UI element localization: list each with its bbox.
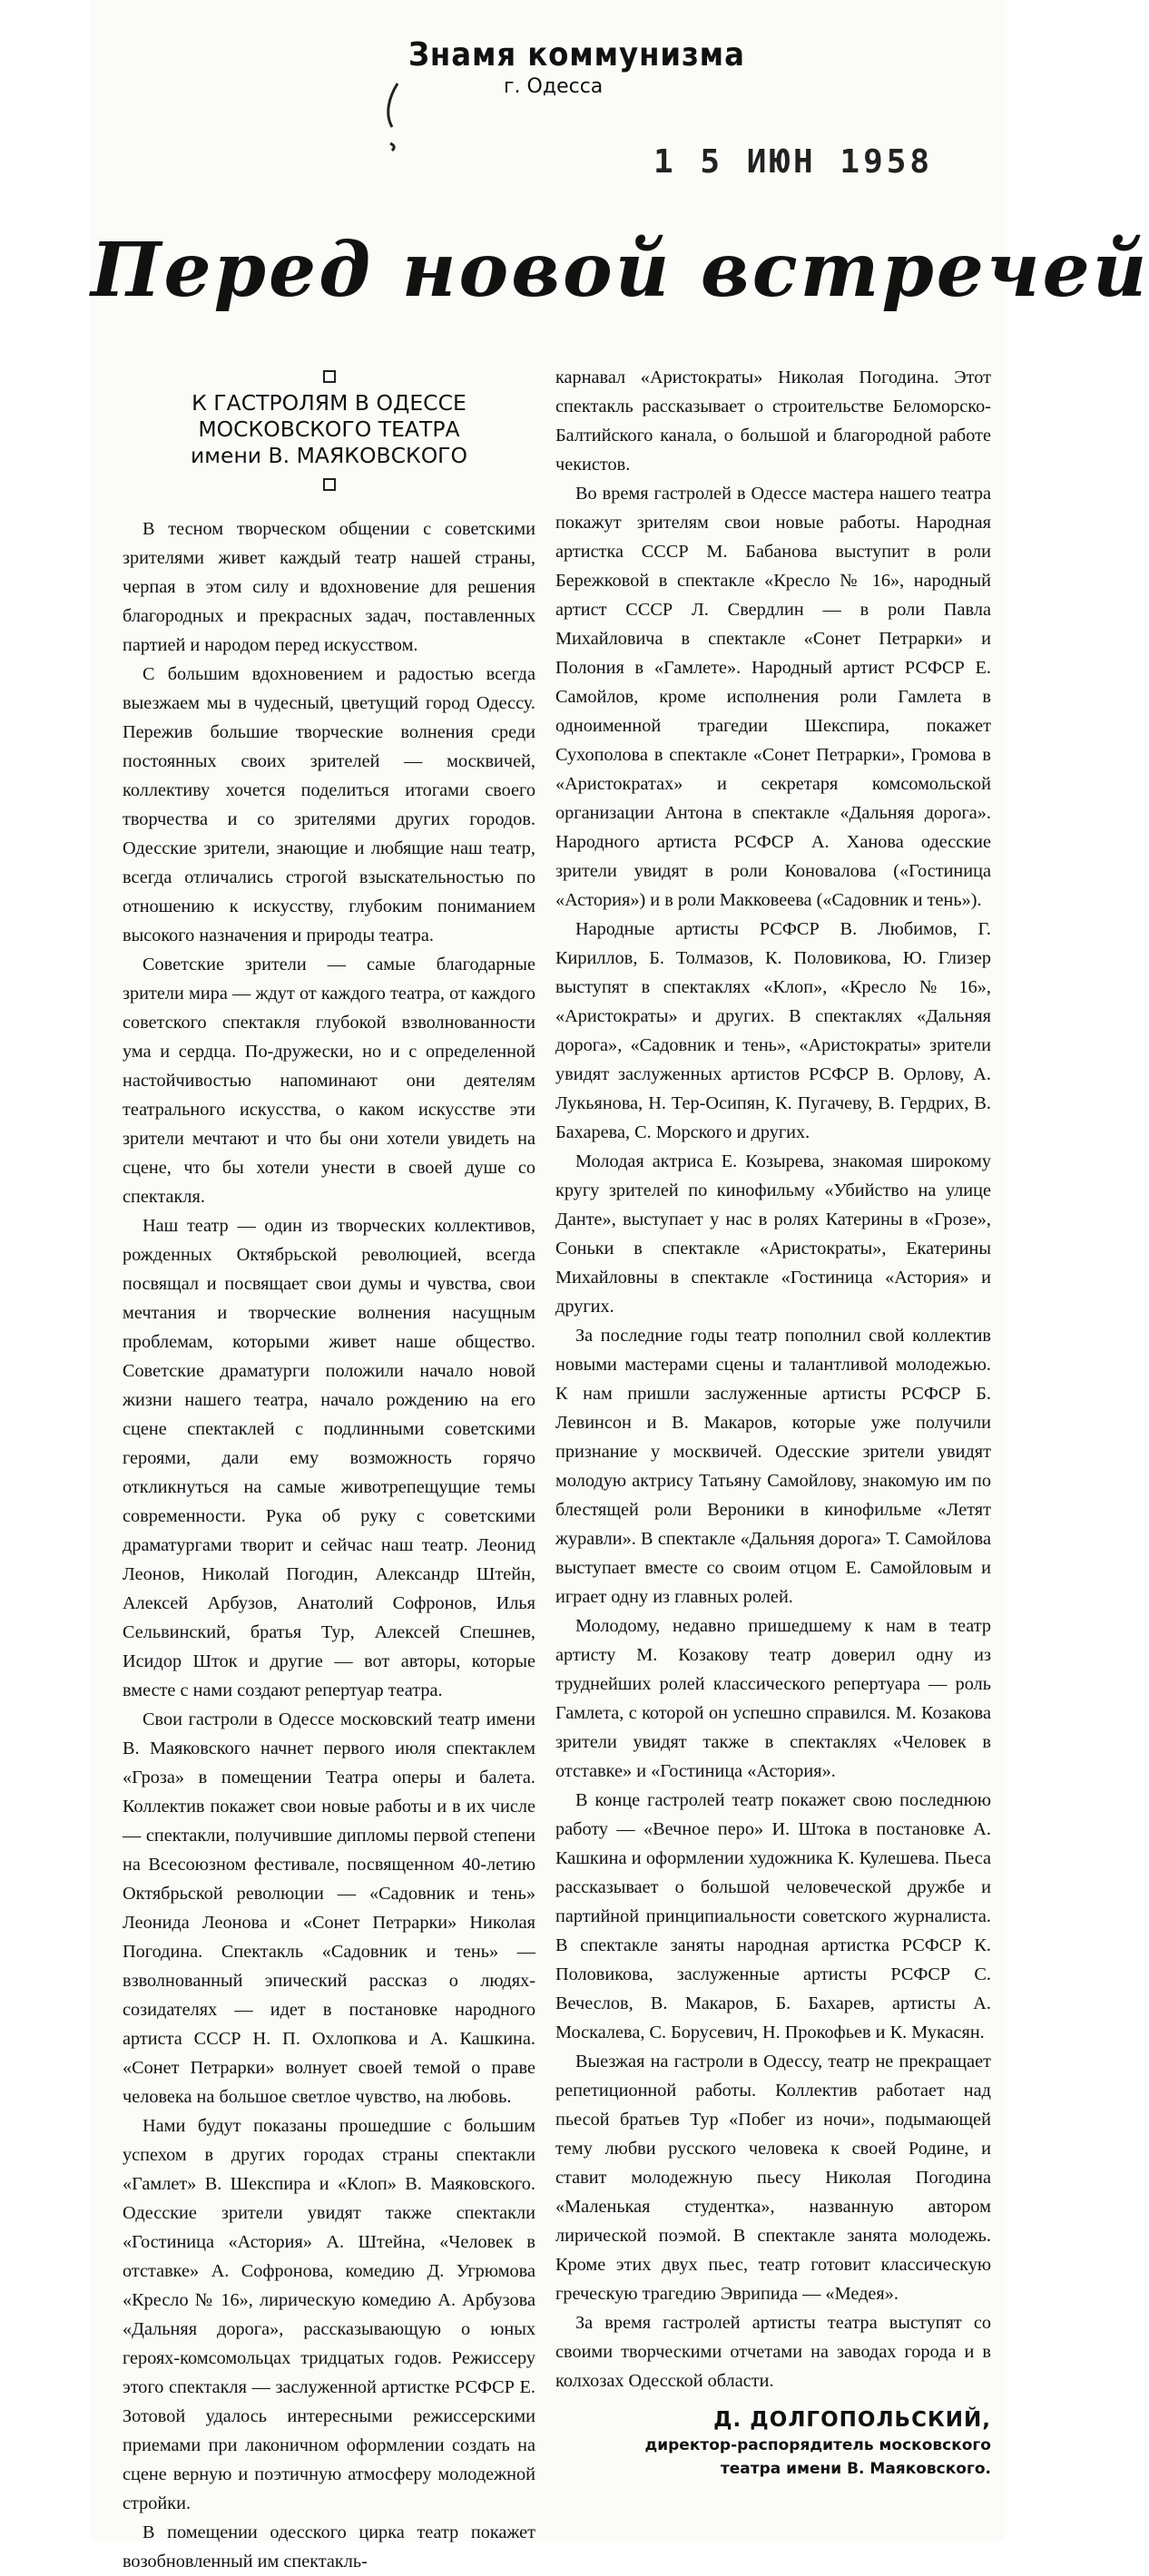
author-role	[555, 2434, 991, 2481]
article-subheading	[123, 390, 535, 469]
article-headline: Перед новой встречей	[91, 227, 1149, 314]
pen-mark-icon	[381, 80, 408, 152]
subheading-line: имени В. МАЯКОВСКОГО	[190, 443, 468, 468]
article-right-column	[555, 363, 991, 2481]
newspaper-name: Знамя коммунизма	[408, 36, 745, 73]
paragraph: За последние годы театр пополнил свой коллектив новыми мастерами сцены и талантливой молодежью. К нам пришли заслуженные артисты РСФСР Б. Левинсон и В. Макаров, которые уже получили признание у москвичей. Одесские зрители увидят молодую актрису Татьяну Самойлову, знакомую им по блестящей роли Вероники в кинофильме «Летят журавли». В спектакле «Дальняя дорога» Т. Самойлова выступает вместе со своим отцом Е. Самойловым и играет одну из главных ролей.	[555, 1326, 991, 1607]
author-role-line: директор-распорядитель московского	[644, 2436, 991, 2454]
paragraph: Выезжая на гастроли в Одессу, театр не прекращает репетиционной работы. Коллектив работает над пьесой братьев Тур «Побег из ночи», подымающей тему любви русского человека к своей Родине, и ставит молодежную пьесу Николая Погодина «Маленькая студентка», названную автором лирической поэмой. В спектакле занята молодежь. Кроме этих двух пьес, театр готовит классическую греческую трагедию Эврипида — «Медея».	[555, 2052, 991, 2304]
paragraph: В помещении одесского цирка театр покажет возобновленный им спектакль-	[123, 2522, 535, 2571]
paragraph: С большим вдохновением и радостью всегда выезжаем мы в чудесный, цветущий город Одессу. Пережив большие творческие волнения среди постоянных своих зрителей — москвичей, коллективу хочется поделиться итогами своего творчества и со зрителями других городов. Одесские зрители, знающие и любящие наш театр, всегда отличались строгой взыскательностью по отношению к искусству, глубоким пониманием высокого назначения и природы театра.	[123, 664, 535, 945]
author-name: Д. ДОЛГОПОЛЬСКИЙ,	[713, 2408, 991, 2432]
newspaper-masthead	[408, 36, 771, 98]
paragraph: Советские зрители — самые благодарные зрители мира — ждут от каждого театра, от каждого советского спектакля глубокой взволнованности ума и сердца. По-дружески, но и с определенной настойчивостью напоминают они деятелям театрального искусства, о каком искусстве эти зрители мечтают и что бы они хотели увидеть на сцене, что бы хотели унести в своей душе со спектакля.	[123, 955, 535, 1207]
date-stamp: 1 5 ИЮН 1958	[653, 143, 934, 181]
paragraph: Народные артисты РСФСР В. Любимов, Г. Кириллов, Б. Толмазов, К. Половикова, Ю. Глизер выступят в спектаклях «Клоп», «Кресло № 16», «Аристократы» и других. В спектаклях «Дальняя дорога», «Садовник и тень», «Аристократы» зрители увидят заслуженных артистов РСФСР В. Орлову, А. Лукьянова, Н. Тер-Осипян, К. Пугачеву, В. Гердрих, В. Бахарева, С. Морского и других.	[555, 919, 991, 1142]
square-ornament-icon	[323, 370, 336, 383]
newspaper-city: г. Одесса	[504, 75, 604, 98]
paragraph: В тесном творческом общении с советскими зрителями живет каждый театр нашей страны, черпая в этом силу и вдохновение для решения благородных и прекрасных задач, поставленных партией и народом перед искусством.	[123, 519, 535, 655]
paragraph: Молодому, недавно пришедшему к нам в театр артисту М. Козакову театр доверил одну из труднейших ролей классического репертуара — роль Гамлета, с которой он успешно справился. М. Козакова зрители увидят также в спектаклях «Человек в отставке» и «Гостиница «Астория».	[555, 1616, 991, 1781]
paragraph: Молодая актриса Е. Козырева, знакомая широкому кругу зрителей по кинофильму «Убийство на улице Данте», выступает у нас в ролях Катерины в «Грозе», Соньки в спектакле «Аристократы», Екатерины Михайловны в спектакле «Гостиница «Астория» и других.	[555, 1151, 991, 1317]
subheading-line: К ГАСТРОЛЯМ В ОДЕССЕ	[192, 390, 466, 416]
paragraph: Во время гастролей в Одессе мастера нашего театра покажут зрителям свои новые работы. Народная артистка СССР М. Бабанова выступит в роли Бережковой в спектакле «Кресло № 16», народный артист СССР Л. Свердлин — в роли Павла Михайловича в спектакле «Сонет Петрарки» и Полония в «Гамлете». Народный артист РСФСР Е. Самойлов, кроме исполнения роли Гамлета в одноименной трагедии Шекспира, покажет Сухополова в спектакле «Сонет Петрарки», Громова в «Аристократах» и секретаря комсомольской организации Антона в спектакле «Дальняя дорога». Народного артиста РСФСР А. Ханова одесские зрители увидят в роли Коноваловa («Гостиница «Астория») и в роли Макковеева («Садовник и тень»).	[555, 484, 991, 910]
subheading-line: МОСКОВСКОГО ТЕАТРА	[198, 416, 460, 442]
square-ornament-icon	[323, 478, 336, 491]
paragraph: В конце гастролей театр покажет свою последнюю работу — «Вечное перо» И. Штока в постановке А. Кашкина и оформлении художника К. Кулешева. Пьеса рассказывает о большой человеческой дружбе и партийной принципиальности советского журналиста. В спектакле заняты народная артистка РСФСР К. Половикова, заслуженные артисты РСФСР С. Вечеслов, В. Макаров, Б. Бахарев, артисты А. Москалева, С. Борусевич, Н. Прокофьев и К. Мукасян.	[555, 1790, 991, 2042]
article-left-column	[123, 363, 535, 2576]
paragraph: Нами будут показаны прошедшие с большим успехом в других городах страны спектакли «Гамлет» В. Шекспира и «Клоп» В. Маяковского. Одесские зрители увидят также спектакли «Гостиница «Астория» А. Штейна, «Человек в отставке» А. Софронова, комедию Д. Угрюмова «Кресло № 16», лирическую комедию А. Арбузова «Дальняя дорога», рассказывающую о юных героях-комсомольцах тридцатых годов. Режиссеру этого спектакля — заслуженной артистке РСФСР Е. Зотовой удалось интересными режиссерскими приемами при лаконичном оформлении создать на сцене верную и поэтичную атмосферу молодежной стройки.	[123, 2116, 535, 2513]
paragraph: карнавал «Аристократы» Николая Погодина. Этот спектакль рассказывает о строительстве Беломорско-Балтийского канала, о большой и благородной работе чекистов.	[555, 367, 991, 475]
paragraph: Свои гастроли в Одессе московский театр имени В. Маяковского начнет первого июля спектаклем «Гроза» в помещении Театра оперы и балета. Коллектив покажет свои новые работы и в их числе — спектакли, получившие дипломы первой степени на Всесоюзном фестивале, посвященном 40-летию Октябрьской революции — «Садовник и тень» Леонида Леонова и «Сонет Петрарки» Николая Погодина. Спектакль «Садовник и тень» — взволнованный эпический рассказ о людях-созидателях — идет в постановке народного артиста СССР Н. П. Охлопкова и А. Кашкина. «Сонет Петрарки» волнует своей темой о праве человека на большое светлое чувство, на любовь.	[123, 1709, 535, 2107]
paragraph: Наш театр — один из творческих коллективов, рожденных Октябрьской революцией, всегда посвящал и посвящает свои думы и чувства, свои мечтания и творческие волнения насущным проблемам, которыми живет наше общество. Советские драматурги положили начало новой жизни нашего театра, начало рождению на его сцене спектаклей с подлинными советскими героями, дали ему возможность горячо откликнуться на самые животрепещущие темы современности. Рука об руку с советскими драматургами творит и сейчас наш театр. Леонид Леонов, Николай Погодин, Александр Штейн, Алексей Арбузов, Анатолий Софронов, Илья Сельвинский, братья Тур, Алексей Спешнев, Исидор Шток и другие — вот авторы, которые вместе с нами создают репертуар театра.	[123, 1216, 535, 1700]
paragraph: За время гастролей артисты театра выступят со своими творческими отчетами на заводах города и в колхозах Одесской области.	[555, 2313, 991, 2391]
author-role-line: театра имени В. Маяковского.	[720, 2460, 991, 2478]
